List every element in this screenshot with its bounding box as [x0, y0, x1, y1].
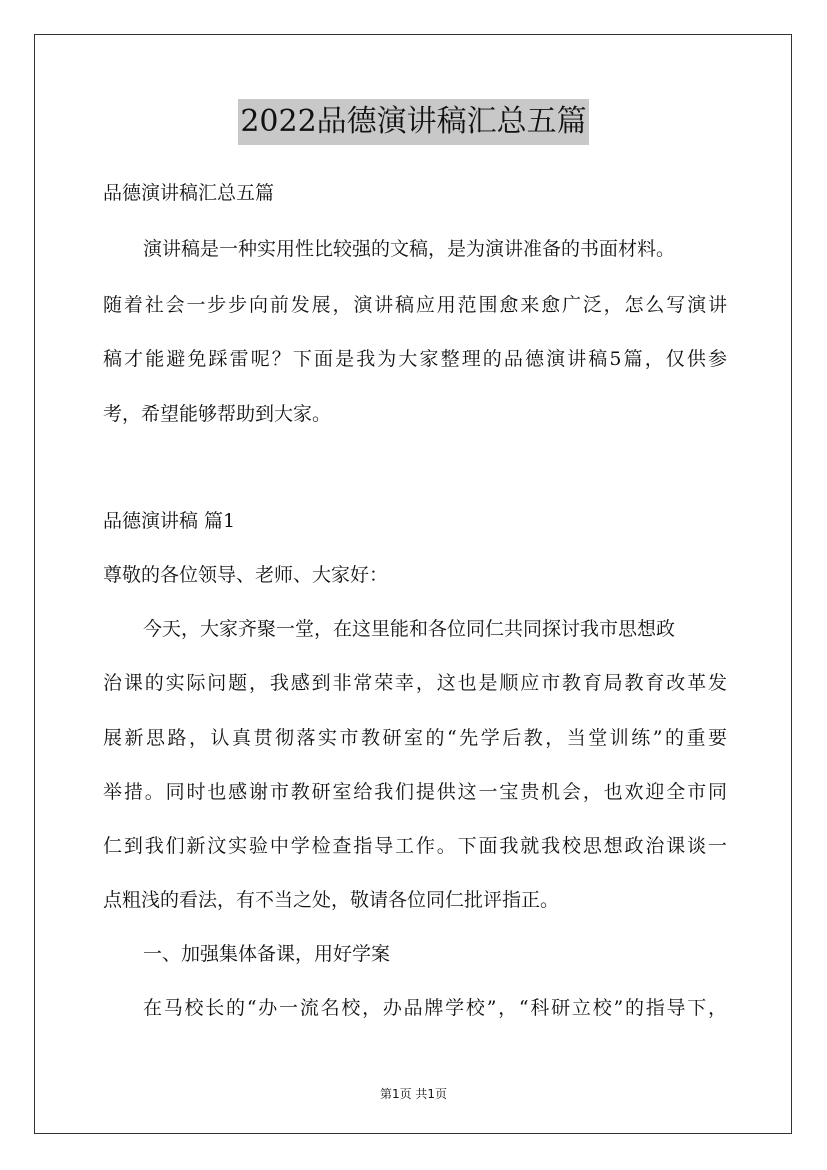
- body-line: 在马校长的“办一流名校，办品牌学校”，“科研立校”的指导下，: [143, 997, 727, 1019]
- document-title-wrap: [0, 99, 827, 145]
- body-line: 举措。同时也感谢市教研室给我们提供这一宝贵机会，也欢迎全市同: [103, 781, 727, 803]
- point-heading: 一、加强集体备课，用好学案: [143, 943, 391, 965]
- intro-line: 考，希望能够帮助到大家。: [103, 403, 332, 425]
- page-footer: 第1页 共1页: [379, 1087, 448, 1101]
- body-line: 展新思路，认真贯彻落实市教研室的“先学后教，当堂训练”的重要: [103, 727, 727, 749]
- body-line: 今天，大家齐聚一堂，在这里能和各位同仁共同探讨我市思想政: [143, 618, 676, 640]
- body-line: 仁到我们新汶实验中学检查指导工作。下面我就我校思想政治课谈一: [103, 835, 727, 857]
- intro-line: 演讲稿是一种实用性比较强的文稿，是为演讲准备的书面材料。: [143, 238, 676, 260]
- body-line: 点粗浅的看法，有不当之处，敬请各位同仁批评指正。: [103, 889, 560, 911]
- subtitle: 品德演讲稿汇总五篇: [103, 182, 275, 204]
- intro-line: 稿才能避免踩雷呢？下面是我为大家整理的品德演讲稿5篇，仅供参: [103, 348, 727, 370]
- document-title: 2022品德演讲稿汇总五篇: [238, 99, 588, 145]
- intro-line: 随着社会一步步向前发展，演讲稿应用范围愈来愈广泛，怎么写演讲: [103, 294, 727, 316]
- section-heading: 品德演讲稿 篇1: [103, 510, 236, 532]
- body-line: 治课的实际问题，我感到非常荣幸，这也是顺应市教育局教育改革发: [103, 672, 727, 694]
- greeting: 尊敬的各位领导、老师、大家好：: [103, 564, 389, 586]
